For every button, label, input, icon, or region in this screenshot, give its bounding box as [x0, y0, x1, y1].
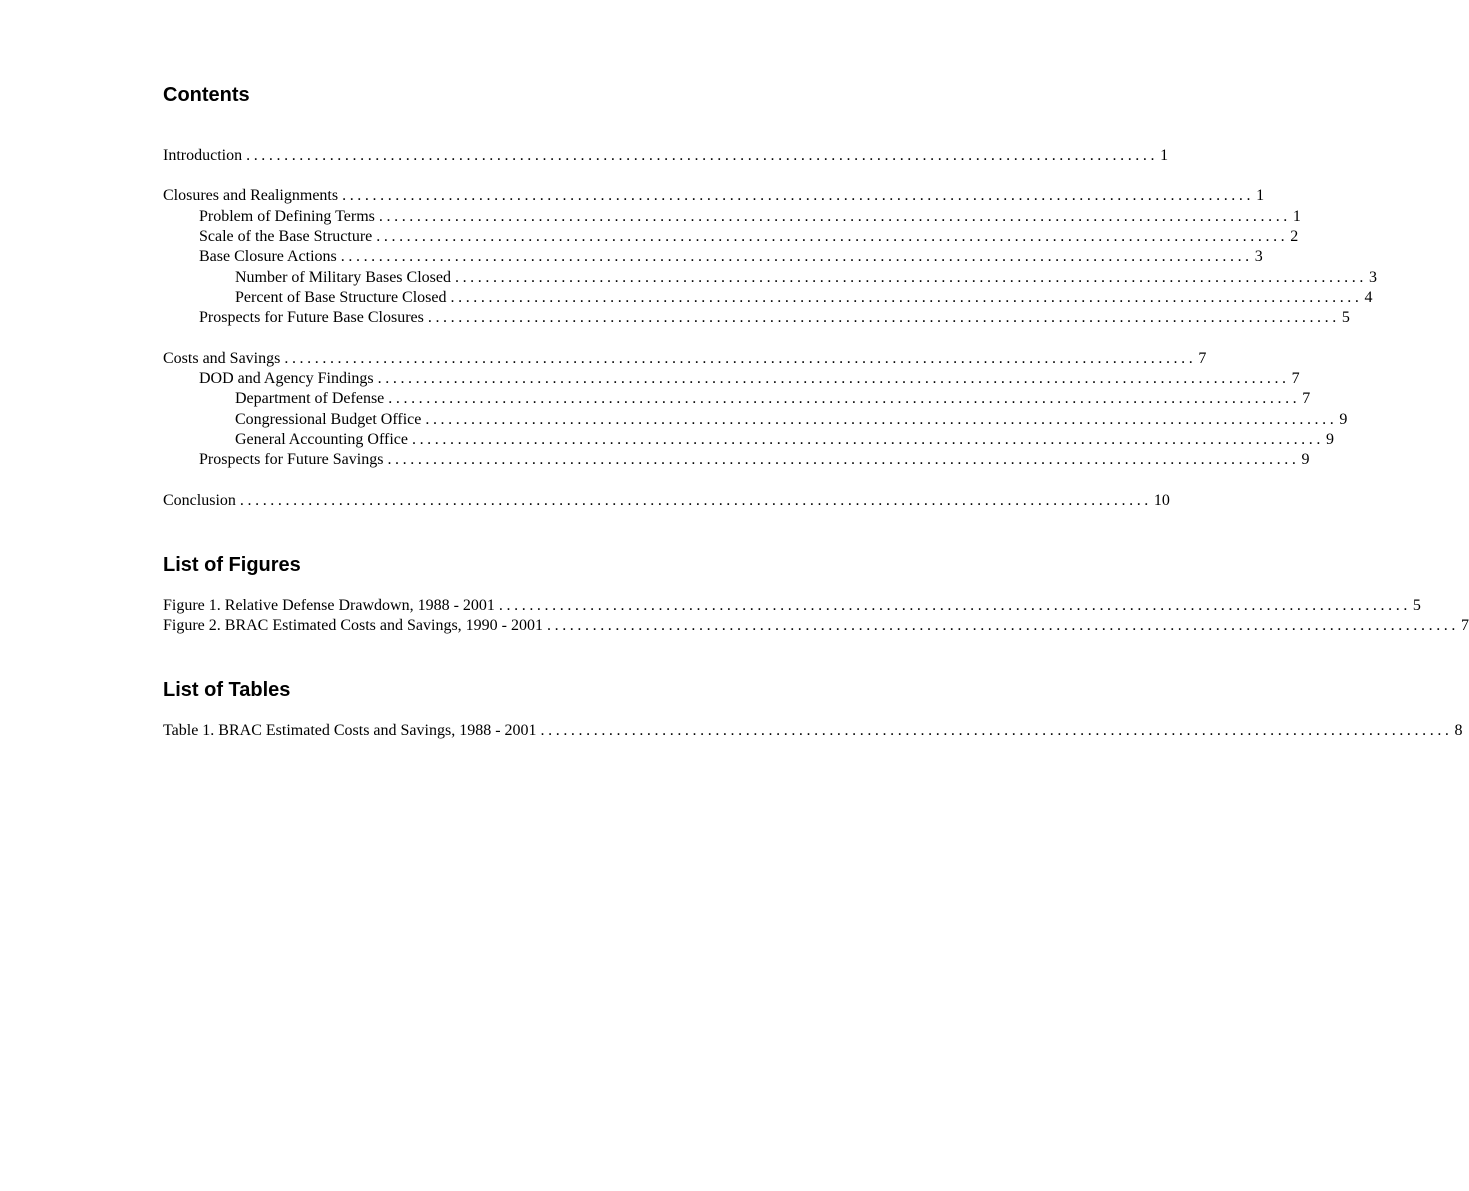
toc-entry-page-number: 8 [1454, 722, 1463, 739]
toc-entry-page-number: 9 [1325, 430, 1334, 448]
dot-leader: ........................................................................................................................ [450, 288, 1363, 306]
toc-entry [163, 616, 1469, 636]
dot-leader: ........................................................................................................................ [540, 722, 1453, 739]
toc-entry-page-number: 1 [1292, 207, 1301, 225]
toc-entry-page-number: 10 [1153, 491, 1170, 509]
toc-entry [163, 596, 1421, 616]
toc-entry-page-number: 7 [1461, 617, 1469, 635]
toc-entry [163, 369, 1300, 389]
toc-entry-page-number: 5 [1341, 309, 1350, 327]
toc-entry [163, 207, 1301, 227]
toc-entry-title: DOD and Agency Findings [199, 369, 374, 387]
list-of-tables-heading: List of Tables [163, 679, 291, 701]
toc-entry [163, 288, 1373, 308]
toc-entry [163, 430, 1334, 450]
toc-entry-page-number: 3 [1254, 248, 1263, 266]
toc-entry-title: Percent of Base Structure Closed [235, 288, 447, 306]
toc-entry-page-number: 9 [1301, 451, 1310, 469]
toc-entry [163, 268, 1377, 288]
toc-entry [163, 721, 1463, 741]
toc-entry [163, 450, 1310, 470]
toc-entry-page-number: 4 [1364, 288, 1373, 306]
toc-entry-title: Figure 2. BRAC Estimated Costs and Savings, 1990 - 2001 [163, 617, 543, 635]
dot-leader: ........................................................................................................................ [387, 451, 1300, 469]
toc-entry-title: Number of Military Bases Closed [235, 268, 451, 286]
toc-entry-title: Base Closure Actions [199, 248, 337, 266]
dot-leader: ........................................................................................................................ [340, 248, 1253, 266]
toc-entry-title: Prospects for Future Base Closures [199, 309, 424, 327]
dot-leader: ........................................................................................................................ [427, 309, 1340, 327]
toc-entry-title: General Accounting Office [235, 430, 408, 448]
toc-entry [163, 146, 1169, 166]
toc-entry [163, 247, 1263, 267]
dot-leader: ........................................................................................................................ [388, 390, 1301, 408]
toc-entry [163, 186, 1265, 206]
toc-entry-title: Prospects for Future Savings [199, 451, 384, 469]
tables-list [163, 721, 1463, 741]
toc-entry-title: Congressional Budget Office [235, 410, 422, 428]
toc-entry-page-number: 7 [1291, 369, 1300, 387]
dot-leader: ........................................................................................................................ [377, 369, 1290, 387]
toc-entry-title: Conclusion [163, 491, 236, 509]
toc-entry [163, 410, 1348, 430]
toc-entry-title: Figure 1. Relative Defense Drawdown, 1988 - 2001 [163, 597, 495, 614]
dot-leader: ........................................................................................................................ [378, 207, 1291, 225]
toc-entry-page-number: 1 [1256, 187, 1265, 205]
toc-entry [163, 349, 1207, 369]
toc-entry-page-number: 3 [1368, 268, 1377, 286]
dot-leader: ........................................................................................................................ [498, 597, 1411, 614]
toc-entry [163, 491, 1170, 511]
toc-entry [163, 308, 1350, 328]
toc-entry [163, 227, 1299, 247]
dot-leader: ........................................................................................................................ [284, 349, 1197, 367]
toc-entry-page-number: 7 [1198, 349, 1207, 367]
toc-entry-page-number: 5 [1412, 597, 1421, 614]
figures-list [163, 596, 1469, 637]
toc-entry-title: Introduction [163, 147, 243, 164]
dot-leader: ........................................................................................................................ [342, 187, 1255, 205]
toc-entry-page-number: 1 [1160, 147, 1169, 164]
toc-entry-title: Scale of the Base Structure [199, 227, 373, 245]
toc-entry-title: Closures and Realignments [163, 187, 339, 205]
contents-heading: Contents [163, 84, 250, 106]
toc-entry-title: Problem of Defining Terms [199, 207, 375, 225]
dot-leader: ........................................................................................................................ [425, 410, 1338, 428]
dot-leader: ........................................................................................................................ [454, 268, 1367, 286]
toc-entry-page-number: 7 [1302, 390, 1311, 408]
toc-entry-title: Department of Defense [235, 390, 385, 408]
toc-entry-page-number: 9 [1339, 410, 1348, 428]
dot-leader: ........................................................................................................................ [547, 617, 1459, 635]
list-of-figures-heading: List of Figures [163, 554, 301, 576]
dot-leader: ........................................................................................................................ [246, 147, 1159, 164]
toc-entry-title: Table 1. BRAC Estimated Costs and Savings, 1988 - 2001 [163, 722, 537, 739]
dot-leader: ........................................................................................................................ [376, 227, 1289, 245]
dot-leader: ........................................................................................................................ [411, 430, 1324, 448]
dot-leader: ........................................................................................................................ [239, 491, 1152, 509]
toc-entry-page-number: 2 [1290, 227, 1299, 245]
contents-list [163, 146, 1377, 511]
toc-entry [163, 389, 1311, 409]
toc-entry-title: Costs and Savings [163, 349, 281, 367]
